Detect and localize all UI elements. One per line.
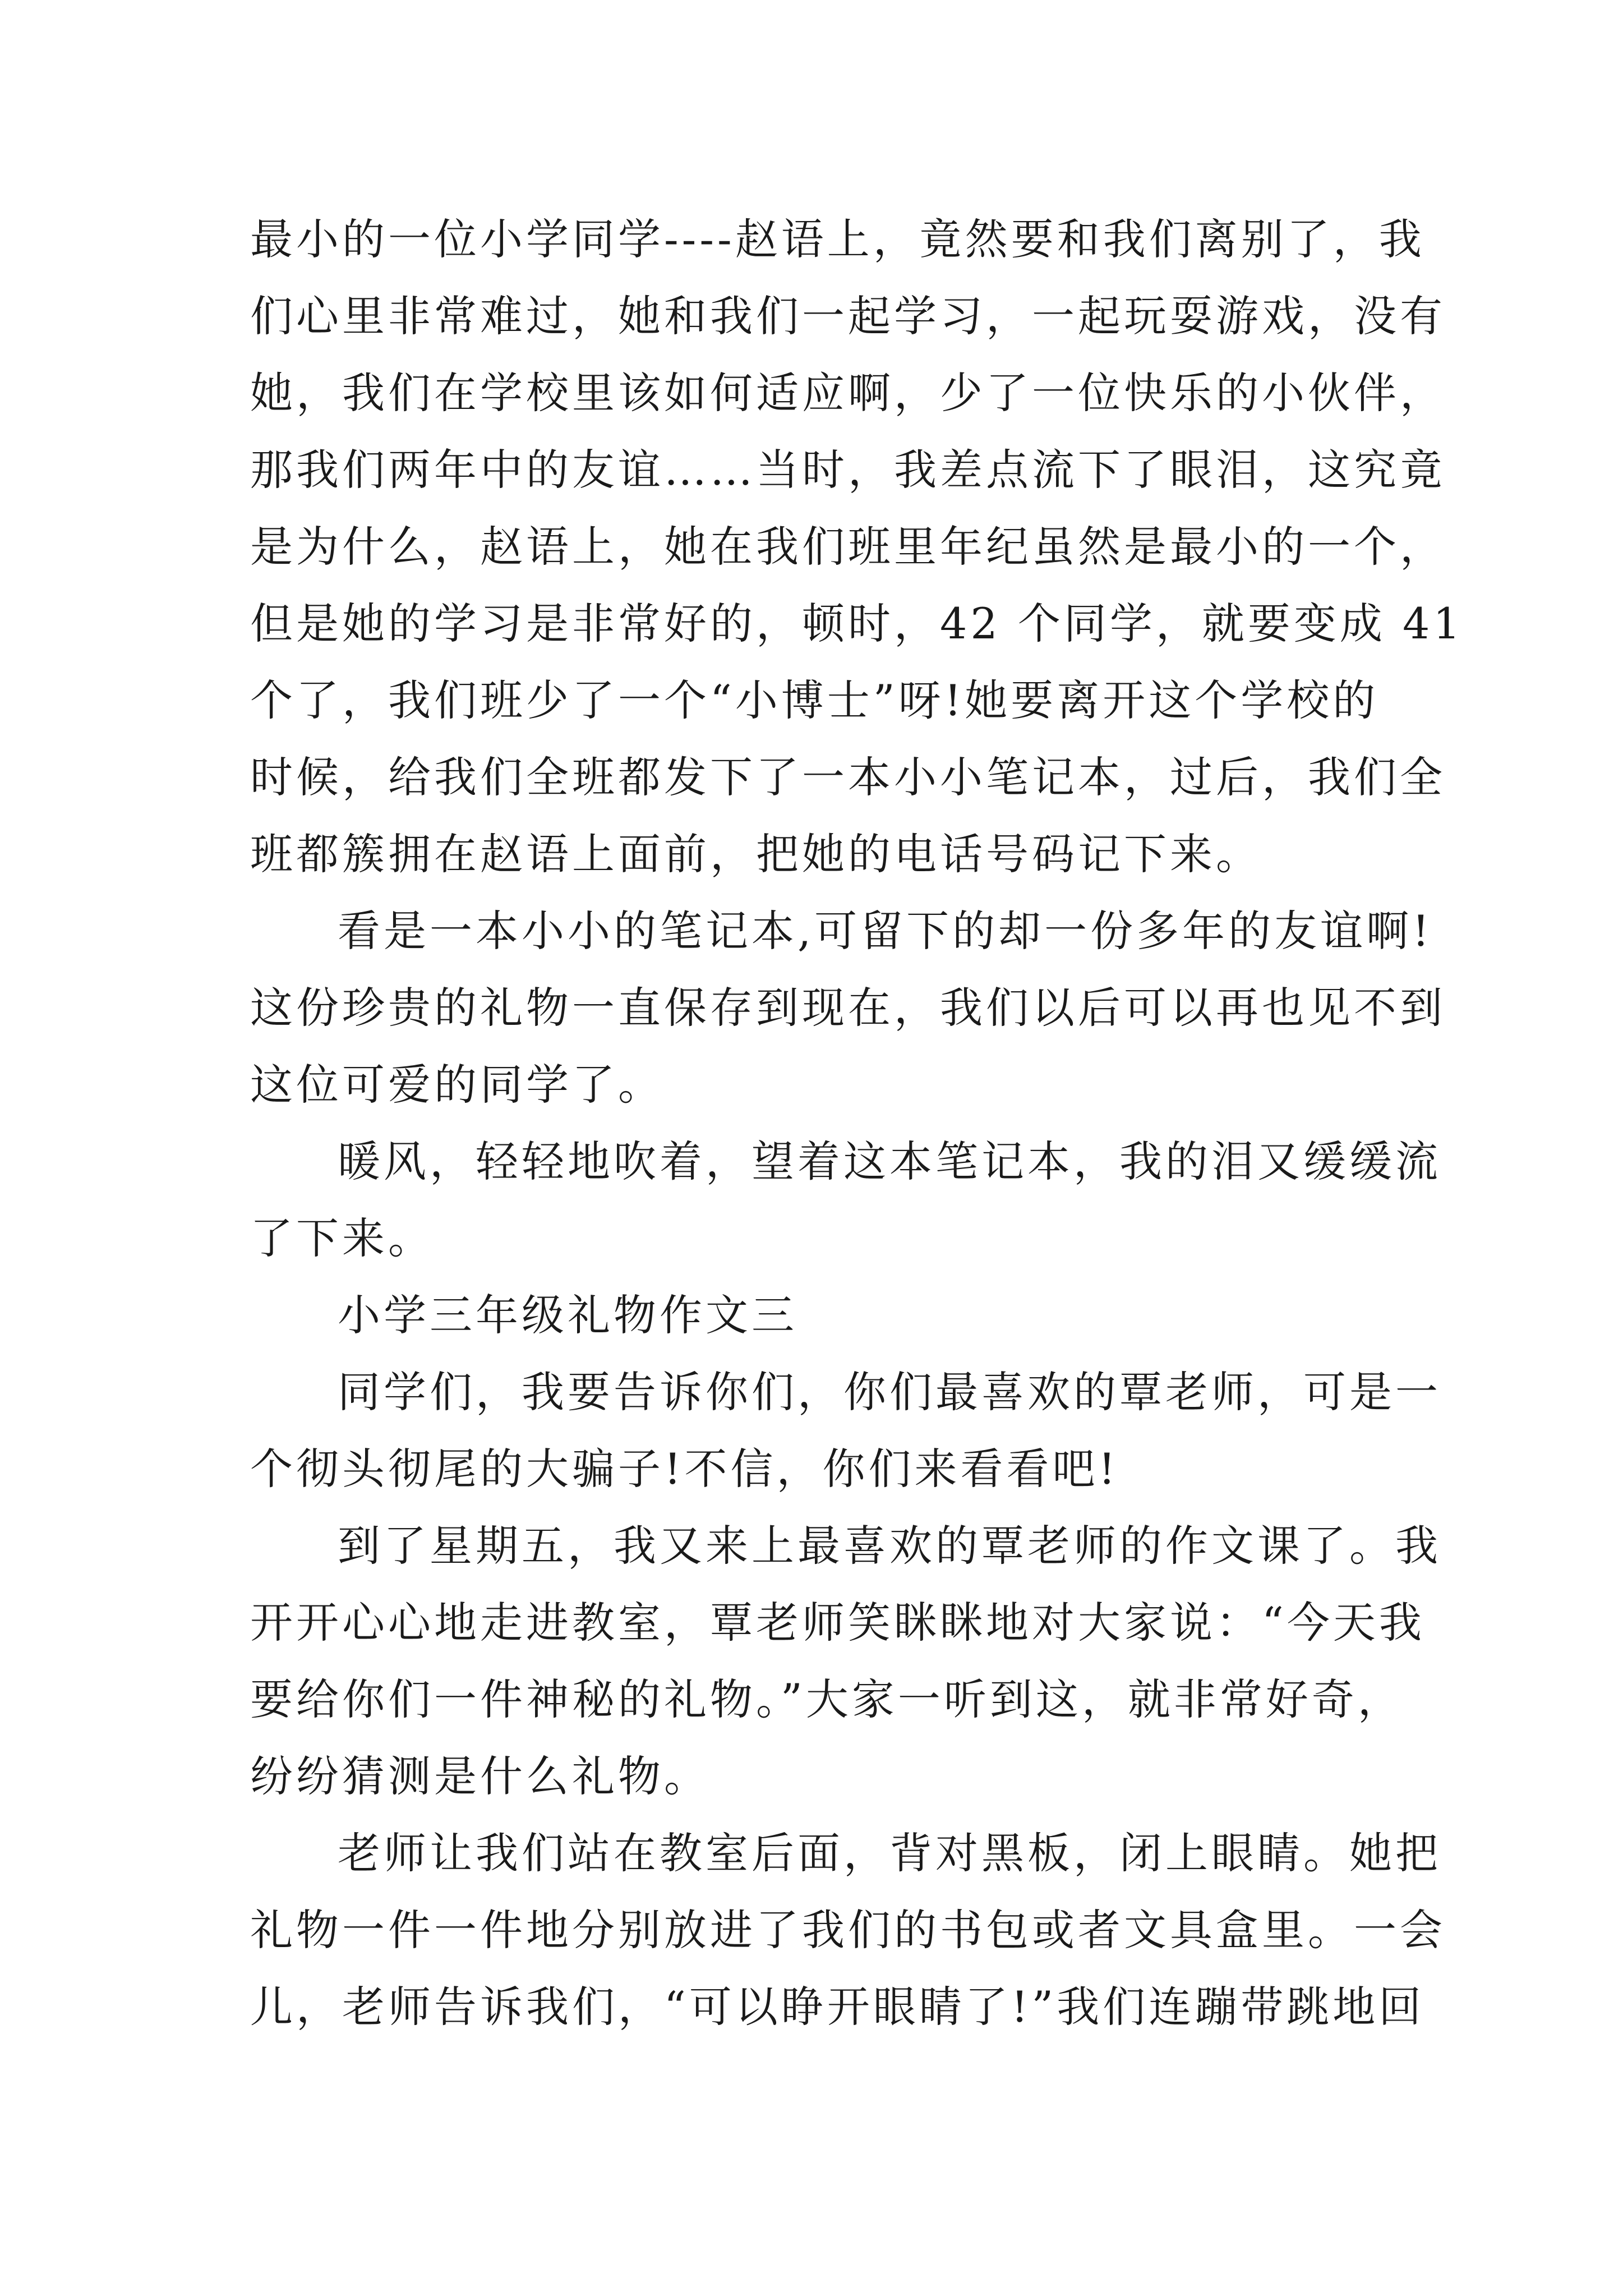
text-line: 同学们，我要告诉你们，你们最喜欢的覃老师，可是一 xyxy=(338,1367,1441,1417)
text-line: 时候，给我们全班都发下了一本小小笔记本，过后，我们全 xyxy=(250,752,1446,802)
text-line: 们心里非常难过，她和我们一起学习，一起玩耍游戏，没有 xyxy=(250,291,1446,341)
text-line: 看是一本小小的笔记本,可留下的却一份多年的友谊啊! xyxy=(338,906,1433,956)
text-line: 这位可爱的同学了。 xyxy=(250,1060,664,1110)
text-line: 到了星期五，我又来上最喜欢的覃老师的作文课了。我 xyxy=(338,1521,1441,1571)
text-line: 纷纷猜测是什么礼物。 xyxy=(250,1751,710,1801)
text-line: 那我们两年中的友谊……当时，我差点流下了眼泪，这究竟 xyxy=(250,445,1446,495)
text-line: 这份珍贵的礼物一直保存到现在，我们以后可以再也见不到 xyxy=(250,983,1446,1033)
text-line: 了下来。 xyxy=(250,1213,434,1263)
text-line: 礼物一件一件地分别放进了我们的书包或者文具盒里。一会 xyxy=(250,1905,1446,1955)
text-line: 要给你们一件神秘的礼物。”大家一听到这，就非常好奇， xyxy=(250,1674,1404,1724)
text-line: 儿，老师告诉我们，“可以睁开眼睛了!”我们连蹦带跳地回 xyxy=(250,1982,1425,2032)
text-line: 班都簇拥在赵语上面前，把她的电话号码记下来。 xyxy=(250,829,1262,879)
text-line: 暖风，轻轻地吹着，望着这本笔记本，我的泪又缓缓流 xyxy=(338,1137,1441,1186)
text-line: 个彻头彻尾的大骗子!不信，你们来看看吧! xyxy=(250,1444,1119,1494)
text-line: 是为什么，赵语上，她在我们班里年纪虽然是最小的一个， xyxy=(250,522,1446,572)
text-line: 但是她的学习是非常好的，顿时，42 个同学，就要变成 41 xyxy=(250,599,1464,648)
text-line: 小学三年级礼物作文三 xyxy=(338,1290,797,1340)
text-line: 最小的一位小学同学----赵语上，竟然要和我们离别了，我 xyxy=(250,214,1425,264)
text-line: 老师让我们站在教室后面，背对黑板，闭上眼睛。她把 xyxy=(338,1828,1441,1878)
body-text xyxy=(250,201,1464,2045)
text-line: 开开心心地走进教室，覃老师笑眯眯地对大家说：“今天我 xyxy=(250,1598,1425,1648)
text-line: 个了，我们班少了一个“小博士”呀!她要离开这个学校的 xyxy=(250,675,1379,725)
text-line: 她，我们在学校里该如何适应啊，少了一位快乐的小伙伴， xyxy=(250,368,1446,418)
